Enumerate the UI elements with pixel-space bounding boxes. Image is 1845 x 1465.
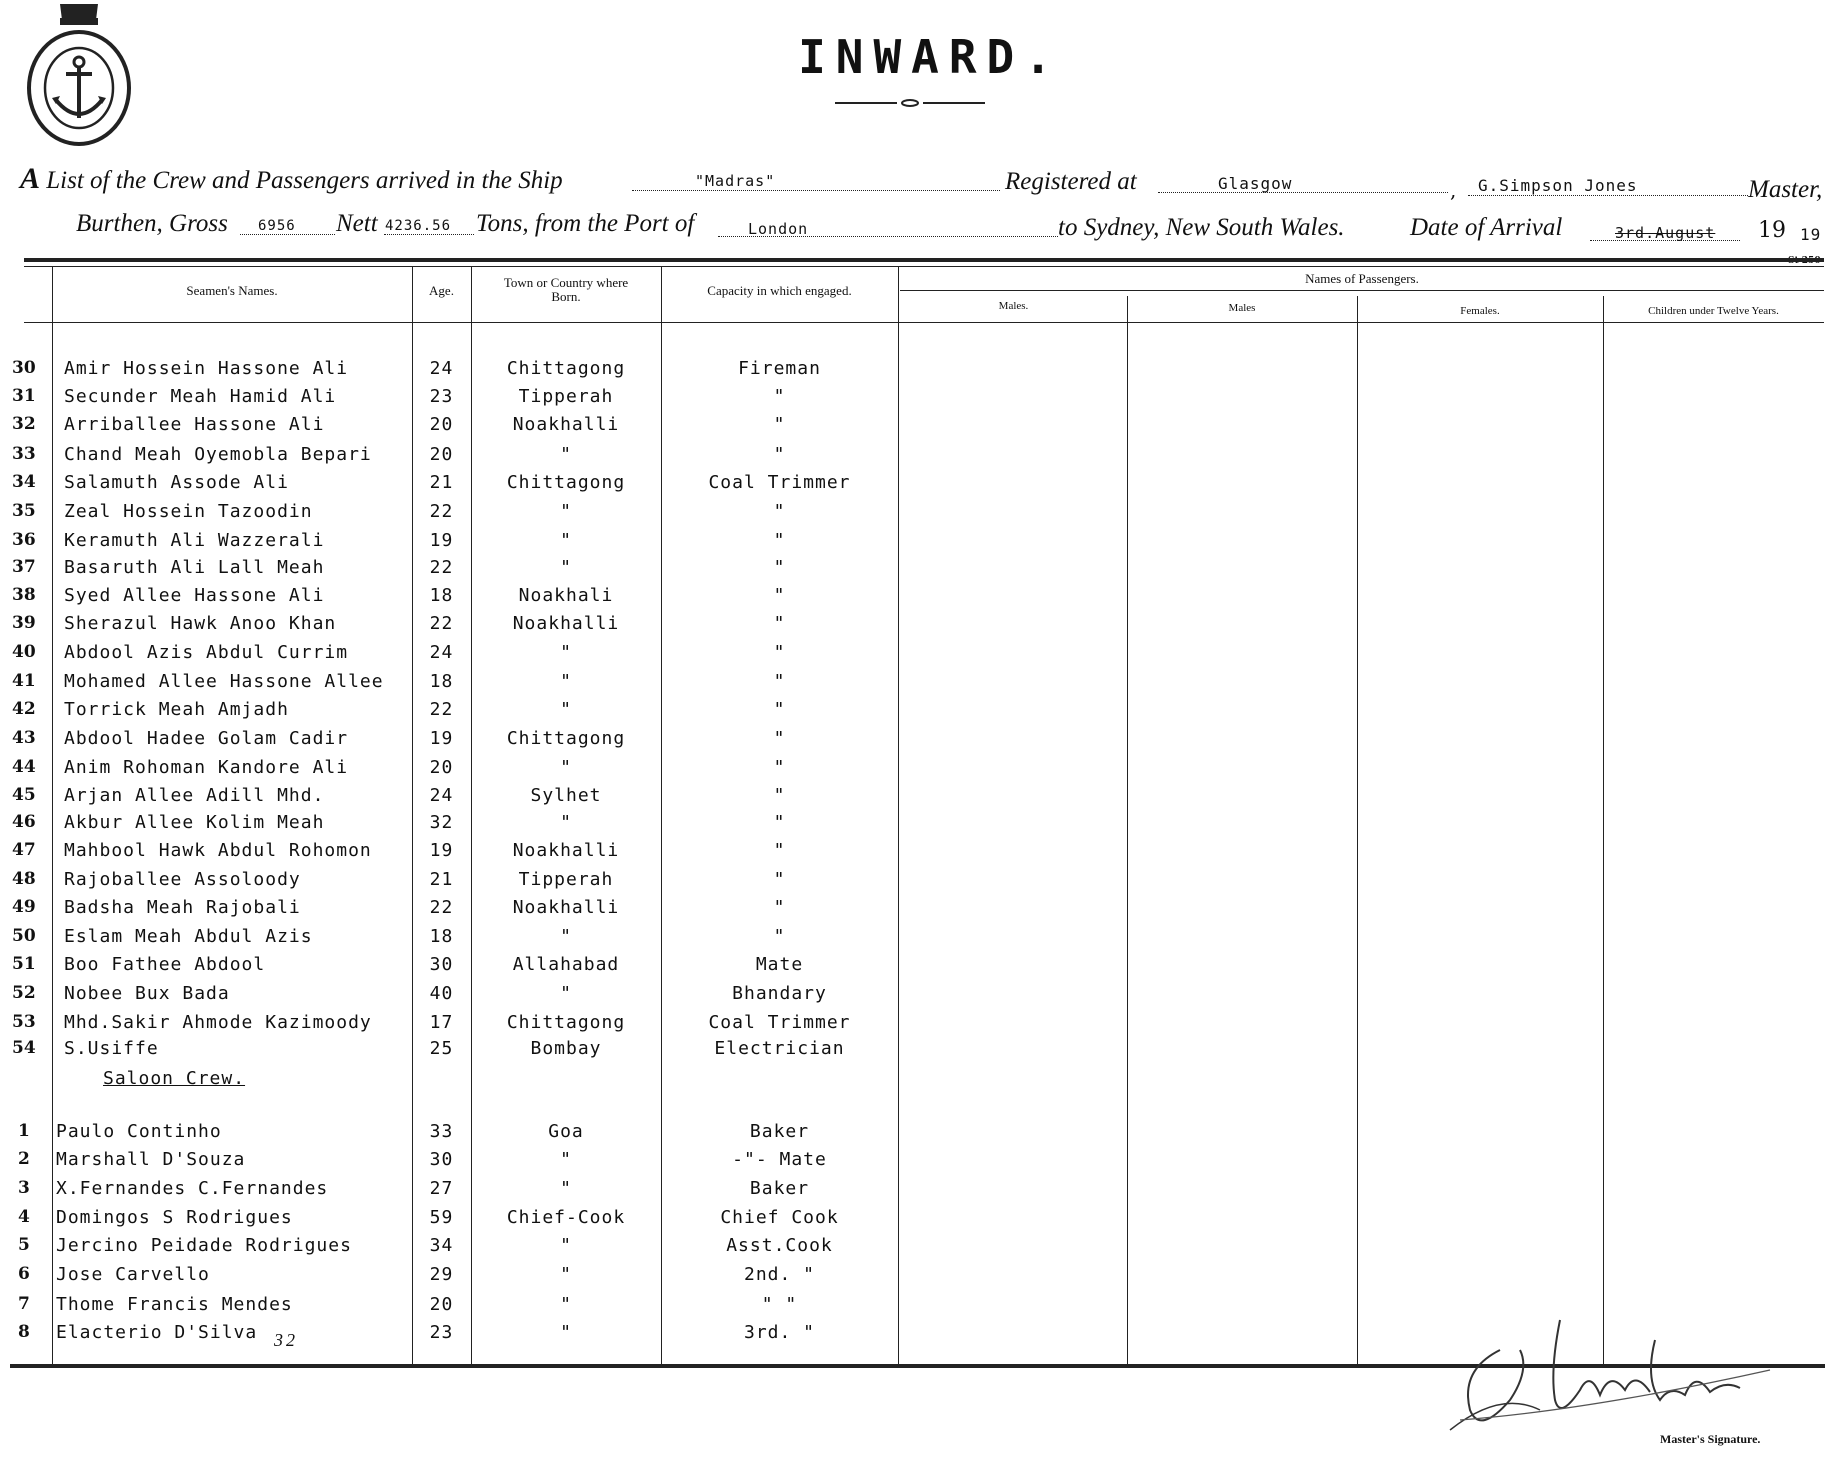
seaman-birthplace: Chittagong	[506, 1012, 626, 1033]
seaman-capacity: Coal Trimmer	[708, 1012, 851, 1033]
seaman-name: Torrick Meah Amjadh	[64, 699, 289, 720]
saloon-row	[0, 1149, 900, 1175]
header-list-text: List of the Crew and Passengers arrived in the Ship	[46, 167, 563, 194]
seaman-name: Secunder Meah Hamid Ali	[64, 386, 337, 407]
row-number: 50	[12, 926, 36, 946]
seaman-age: 22	[429, 501, 454, 522]
seaman-capacity: -"- Mate	[732, 1149, 827, 1170]
seaman-name: Marshall D'Souza	[56, 1149, 246, 1170]
row-number: 30	[12, 358, 36, 378]
registered-port: Glasgow	[1218, 174, 1293, 193]
seaman-age: 34	[429, 1235, 454, 1256]
saloon-crew-heading: Saloon Crew.	[103, 1068, 246, 1089]
seaman-age: 22	[429, 897, 454, 918]
seaman-birthplace: Tipperah	[518, 386, 614, 407]
crew-row	[0, 728, 900, 754]
crew-row	[0, 671, 900, 697]
col-seamens-names: Seamen's Names.	[186, 283, 278, 298]
crew-row	[0, 414, 900, 440]
seaman-capacity: Bhandary	[732, 983, 827, 1004]
col-males-1: Males.	[998, 300, 1029, 312]
seaman-birthplace: Tipperah	[518, 869, 614, 890]
crew-row	[0, 642, 900, 668]
seaman-age: 21	[429, 869, 454, 890]
arrival-date: 3rd.August	[1615, 224, 1716, 242]
ship-name: "Madras"	[695, 172, 776, 190]
seaman-name: Salamuth Assode Ali	[64, 472, 289, 493]
crew-row	[0, 926, 900, 952]
master-signature	[1440, 1310, 1780, 1440]
seaman-name: Zeal Hossein Tazoodin	[64, 501, 313, 522]
seaman-birthplace: Bombay	[530, 1038, 602, 1059]
saloon-row	[0, 1121, 900, 1147]
seaman-birthplace: "	[560, 642, 572, 663]
seaman-capacity: "	[773, 585, 786, 606]
row-number: 54	[12, 1038, 36, 1058]
saloon-row	[0, 1235, 900, 1261]
seaman-birthplace: Noakhali	[518, 585, 614, 606]
seaman-name: Mhd.Sakir Ahmode Kazimoody	[64, 1012, 372, 1033]
row-number: 37	[12, 557, 36, 577]
seaman-capacity: "	[773, 812, 786, 833]
seaman-capacity: Electrician	[714, 1038, 845, 1059]
seaman-birthplace: "	[560, 1235, 572, 1256]
row-number: 7	[18, 1294, 30, 1314]
seaman-age: 18	[429, 585, 454, 606]
seaman-capacity: "	[773, 444, 786, 465]
seaman-capacity: "	[773, 557, 786, 578]
row-number: 47	[12, 840, 36, 860]
crew-row	[0, 1038, 900, 1064]
seaman-name: Mahbool Hawk Abdul Rohomon	[64, 840, 372, 861]
seaman-age: 27	[429, 1178, 454, 1199]
crew-row	[0, 501, 900, 527]
seaman-birthplace: "	[560, 1294, 572, 1315]
gross-tons: 6956	[258, 218, 296, 234]
total-note: 32	[274, 1330, 298, 1350]
seaman-name: Boo Fathee Abdool	[64, 954, 266, 975]
seaman-capacity: Coal Trimmer	[708, 472, 851, 493]
crew-row	[0, 1012, 900, 1038]
crew-row	[0, 869, 900, 895]
row-number: 31	[12, 386, 36, 406]
seaman-name: Abdool Hadee Golam Cadir	[64, 728, 349, 749]
seaman-age: 25	[429, 1038, 454, 1059]
row-number: 5	[18, 1235, 30, 1255]
seaman-capacity: "	[773, 869, 786, 890]
tons-label: Tons, from the Port of	[476, 210, 695, 237]
row-number: 3	[18, 1178, 30, 1198]
seaman-birthplace: "	[560, 812, 572, 833]
row-number: 38	[12, 585, 36, 605]
seaman-age: 22	[429, 613, 454, 634]
seaman-name: S.Usiffe	[64, 1038, 159, 1059]
col-where-born: Town or Country where Born.	[503, 275, 629, 304]
seaman-capacity: "	[773, 386, 786, 407]
saloon-row	[0, 1178, 900, 1204]
row-number: 8	[18, 1322, 30, 1342]
seaman-birthplace: Goa	[548, 1121, 584, 1142]
seaman-capacity: "	[773, 897, 786, 918]
seaman-birthplace: "	[560, 1322, 572, 1343]
nett-tons: 4236.56	[385, 218, 452, 234]
seaman-capacity: "	[773, 926, 786, 947]
seaman-capacity: "	[773, 728, 786, 749]
header-initial: A	[20, 162, 41, 195]
row-number: 39	[12, 613, 36, 633]
row-number: 33	[12, 444, 36, 464]
year-prefix: 19	[1758, 218, 1786, 243]
crew-row	[0, 386, 900, 412]
seaman-name: Chand Meah Oyemobla Bepari	[64, 444, 372, 465]
seaman-name: Sherazul Hawk Anoo Khan	[64, 613, 337, 634]
seaman-age: 19	[429, 728, 454, 749]
seaman-capacity: Mate	[755, 954, 804, 975]
col-females: Females.	[1460, 305, 1500, 317]
row-number: 40	[12, 642, 36, 662]
crew-row	[0, 812, 900, 838]
seaman-name: X.Fernandes C.Fernandes	[56, 1178, 329, 1199]
seaman-birthplace: Sylhet	[530, 785, 602, 806]
registered-label: Registered at	[1005, 168, 1137, 195]
seaman-name: Elacterio D'Silva	[56, 1322, 258, 1343]
header-line1	[20, 162, 563, 196]
to-sydney-label: to Sydney, New South Wales.	[1058, 214, 1345, 241]
seaman-capacity: "	[773, 642, 786, 663]
seaman-capacity: "	[773, 530, 786, 551]
seaman-name: Akbur Allee Kolim Meah	[64, 812, 325, 833]
seaman-name: Rajoballee Assoloody	[64, 869, 301, 890]
seaman-capacity: "	[773, 671, 786, 692]
seaman-name: Mohamed Allee Hassone Allee	[64, 671, 384, 692]
seaman-age: 19	[429, 530, 454, 551]
seaman-age: 18	[429, 671, 454, 692]
seaman-birthplace: Noakhalli	[512, 613, 620, 634]
seaman-age: 24	[429, 358, 454, 379]
seaman-birthplace: "	[560, 699, 572, 720]
seaman-age: 23	[429, 1322, 454, 1343]
seaman-name: Arriballee Hassone Ali	[64, 414, 325, 435]
seaman-name: Syed Allee Hassone Ali	[64, 585, 325, 606]
master-name: G.Simpson Jones	[1478, 176, 1638, 195]
seaman-capacity: "	[773, 699, 786, 720]
seaman-birthplace: "	[560, 1178, 572, 1199]
seaman-age: 30	[429, 954, 454, 975]
seaman-age: 19	[429, 840, 454, 861]
seaman-name: Jercino Peidade Rodrigues	[56, 1235, 352, 1256]
seaman-name: Basaruth Ali Lall Meah	[64, 557, 325, 578]
seaman-birthplace: Chittagong	[506, 472, 626, 493]
crew-row	[0, 840, 900, 866]
seaman-birthplace: Allahabad	[512, 954, 620, 975]
from-port: London	[748, 220, 809, 238]
crew-row	[0, 613, 900, 639]
seaman-birthplace: "	[560, 501, 572, 522]
seaman-birthplace: "	[560, 444, 572, 465]
seaman-birthplace: "	[560, 557, 572, 578]
saloon-row	[0, 1207, 900, 1233]
seaman-birthplace: "	[560, 530, 572, 551]
col-males-2: Males	[1228, 302, 1256, 314]
seaman-age: 21	[429, 472, 454, 493]
row-number: 43	[12, 728, 36, 748]
seaman-capacity: "	[773, 840, 786, 861]
seaman-birthplace: Chittagong	[506, 358, 626, 379]
seaman-age: 22	[429, 699, 454, 720]
crew-row	[0, 472, 900, 498]
row-number: 32	[12, 414, 36, 434]
seaman-age: 20	[429, 414, 454, 435]
seaman-name: Amir Hossein Hassone Ali	[64, 358, 349, 379]
crew-row	[0, 444, 900, 470]
row-number: 1	[18, 1121, 30, 1141]
seaman-age: 20	[429, 444, 454, 465]
seaman-name: Keramuth Ali Wazzerali	[64, 530, 325, 551]
nett-label: Nett	[336, 210, 378, 237]
seaman-capacity: 3rd. "	[743, 1322, 816, 1343]
seaman-birthplace: "	[560, 1149, 572, 1170]
crew-row	[0, 699, 900, 725]
seaman-age: 59	[429, 1207, 454, 1228]
seaman-age: 20	[429, 757, 454, 778]
seaman-name: Paulo Continho	[56, 1121, 222, 1142]
seaman-age: 32	[429, 812, 454, 833]
seaman-capacity: Chief Cook	[720, 1207, 839, 1228]
row-number: 46	[12, 812, 36, 832]
col-children: Children under Twelve Years.	[1648, 305, 1779, 317]
row-number: 2	[18, 1149, 30, 1169]
crew-row	[0, 358, 900, 384]
row-number: 53	[12, 1012, 36, 1032]
seaman-name: Badsha Meah Rajobali	[64, 897, 301, 918]
page-title: INWARD.	[798, 30, 1062, 84]
seaman-age: 17	[429, 1012, 454, 1033]
row-number: 42	[12, 699, 36, 719]
master-label: Master,	[1748, 176, 1823, 203]
seaman-capacity: "	[773, 757, 786, 778]
seaman-capacity: " "	[761, 1294, 798, 1315]
year-suffix: 19	[1800, 225, 1822, 244]
arrival-label: Date of Arrival	[1410, 214, 1563, 241]
seaman-birthplace: "	[560, 671, 572, 692]
crew-row	[0, 757, 900, 783]
seaman-birthplace: Noakhalli	[512, 414, 620, 435]
seaman-name: Domingos S Rodrigues	[56, 1207, 293, 1228]
form-code: St 250	[1788, 256, 1821, 266]
crew-row	[0, 530, 900, 556]
seaman-birthplace: "	[560, 757, 572, 778]
seaman-capacity: Fireman	[738, 358, 821, 379]
row-number: 34	[12, 472, 36, 492]
seaman-birthplace: "	[560, 1264, 572, 1285]
row-number: 4	[18, 1207, 30, 1227]
seaman-capacity: "	[773, 501, 786, 522]
seaman-capacity: "	[773, 613, 786, 634]
crew-row	[0, 897, 900, 923]
seaman-capacity: 2nd. "	[743, 1264, 816, 1285]
seaman-birthplace: "	[560, 983, 572, 1004]
seaman-birthplace: Chittagong	[506, 728, 626, 749]
crew-row	[0, 983, 900, 1009]
row-number: 44	[12, 757, 36, 777]
row-number: 41	[12, 671, 36, 691]
seaman-capacity: "	[773, 414, 786, 435]
col-passengers: Names of Passengers.	[1305, 271, 1419, 286]
seaman-name: Anim Rohoman Kandore Ali	[64, 757, 349, 778]
signature-label: Master's Signature.	[1660, 1432, 1761, 1446]
seaman-name: Thome Francis Mendes	[56, 1294, 293, 1315]
seaman-age: 24	[429, 642, 454, 663]
seaman-age: 29	[429, 1264, 454, 1285]
seaman-age: 30	[429, 1149, 454, 1170]
seaman-capacity: "	[773, 785, 786, 806]
seaman-capacity: Asst.Cook	[726, 1235, 833, 1256]
seaman-age: 33	[429, 1121, 454, 1142]
seaman-capacity: Baker	[749, 1121, 810, 1142]
row-number: 52	[12, 983, 36, 1003]
saloon-row	[0, 1294, 900, 1320]
seaman-age: 18	[429, 926, 454, 947]
seaman-birthplace: "	[560, 926, 572, 947]
seaman-age: 23	[429, 386, 454, 407]
seaman-birthplace: Chief-Cook	[506, 1207, 626, 1228]
seaman-name: Jose Carvello	[56, 1264, 210, 1285]
seaman-name: Nobee Bux Bada	[64, 983, 230, 1004]
seaman-name: Arjan Allee Adill Mhd.	[64, 785, 325, 806]
seaman-name: Eslam Meah Abdul Azis	[64, 926, 313, 947]
department-seal	[26, 0, 132, 146]
burthen-label: Burthen, Gross	[76, 210, 228, 237]
row-number: 35	[12, 501, 36, 521]
crew-row	[0, 585, 900, 611]
seaman-age: 40	[429, 983, 454, 1004]
crew-row	[0, 954, 900, 980]
title-ornament	[835, 92, 985, 100]
seaman-age: 20	[429, 1294, 454, 1315]
seaman-age: 24	[429, 785, 454, 806]
row-number: 36	[12, 530, 36, 550]
row-number: 51	[12, 954, 36, 974]
col-age: Age.	[429, 283, 454, 298]
crew-row	[0, 785, 900, 811]
seaman-age: 22	[429, 557, 454, 578]
seaman-capacity: Baker	[749, 1178, 810, 1199]
seal-text-bottom	[20, 151, 140, 152]
row-number: 48	[12, 869, 36, 889]
seaman-birthplace: Noakhalli	[512, 897, 620, 918]
saloon-row	[0, 1264, 900, 1290]
col-capacity: Capacity in which engaged.	[707, 283, 852, 298]
seaman-name: Abdool Azis Abdul Currim	[64, 642, 349, 663]
crew-row	[0, 557, 900, 583]
saloon-row	[0, 1322, 900, 1348]
row-number: 45	[12, 785, 36, 805]
row-number: 6	[18, 1264, 30, 1284]
row-number: 49	[12, 897, 36, 917]
seaman-birthplace: Noakhalli	[512, 840, 620, 861]
